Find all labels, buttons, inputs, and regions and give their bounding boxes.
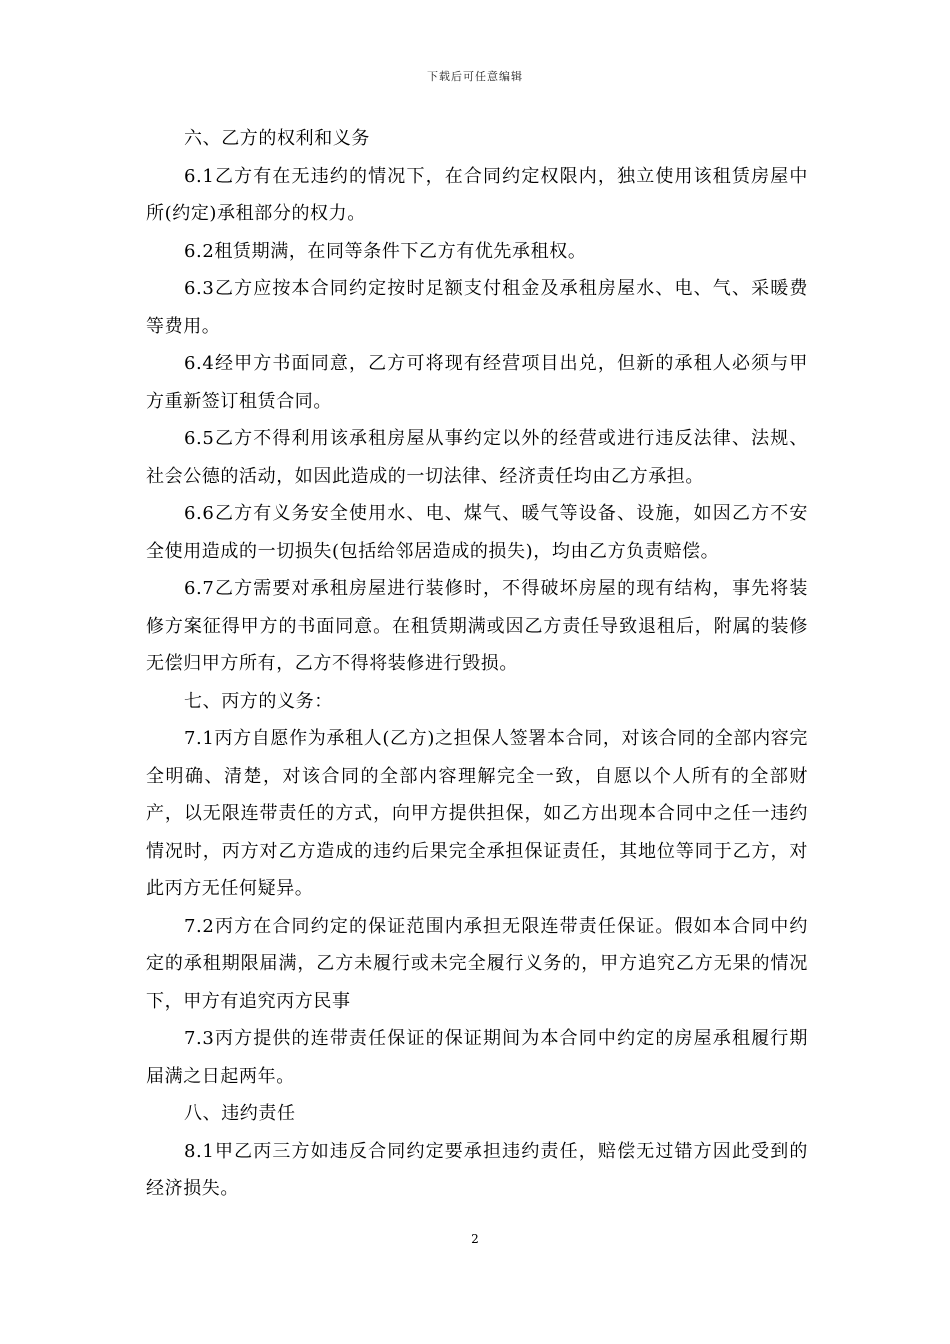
page-number: 2 [471,1232,479,1246]
clause-8-1: 8.1甲乙丙三方如违反合同约定要承担违约责任，赔偿无过错方因此受到的经济损失。 [146,1140,808,1199]
clause-6-2: 6.2租赁期满，在同等条件下乙方有优先承租权。 [184,240,587,262]
page-header: 下载后可任意编辑 [427,70,523,83]
clause-6-5: 6.5乙方不得利用该承租房屋从事约定以外的经营或进行违反法律、法规、社会公德的活动，如因此造成的一切法律、经济责任均由乙方承担。 [146,428,808,487]
section-heading-6: 六、乙方的权利和义务 [184,128,370,149]
clause-6-1: 6.1乙方有在无违约的情况下，在合同约定权限内，独立使用该租赁房屋中所(约定)承租部分的权力。 [146,165,808,224]
section-heading-7: 七、丙方的义务： [184,690,333,712]
document-body [146,120,808,1208]
section-heading-8: 八、违约责任 [184,1103,296,1124]
clause-6-3: 6.3乙方应按本合同约定按时足额支付租金及承租房屋水、电、气、采暖费等费用。 [146,278,808,337]
clause-6-6: 6.6乙方有义务安全使用水、电、煤气、暖气等设备、设施，如因乙方不安全使用造成的一切损失(包括给邻居造成的损失)，均由乙方负责赔偿。 [146,503,808,562]
clause-7-2: 7.2丙方在合同约定的保证范围内承担无限连带责任保证。假如本合同中约定的承租期限届满，乙方未履行或未完全履行义务的，甲方追究乙方无果的情况下，甲方有追究丙方民事 [146,915,808,1012]
clause-7-1: 7.1丙方自愿作为承租人(乙方)之担保人签署本合同，对该合同的全部内容完全明确、清楚，对该合同的全部内容理解完全一致，自愿以个人所有的全部财产，以无限连带责任的方式，向甲方提供担保，如乙方出现本合同中之任一违约情况时，丙方对乙方造成的违约后果完全承担保证责任，其地位等同于乙方，对此丙方无任何疑异。 [146,728,808,899]
clause-6-4: 6.4经甲方书面同意，乙方可将现有经营项目出兑，但新的承租人必须与甲方重新签订租赁合同。 [146,353,808,412]
clause-7-3: 7.3丙方提供的连带责任保证的保证期间为本合同中约定的房屋承租履行期届满之日起两年。 [146,1028,808,1087]
clause-6-7: 6.7乙方需要对承租房屋进行装修时，不得破坏房屋的现有结构，事先将装修方案征得甲方的书面同意。在租赁期满或因乙方责任导致退租后，附属的装修无偿归甲方所有，乙方不得将装修进行毁损。 [146,578,808,674]
